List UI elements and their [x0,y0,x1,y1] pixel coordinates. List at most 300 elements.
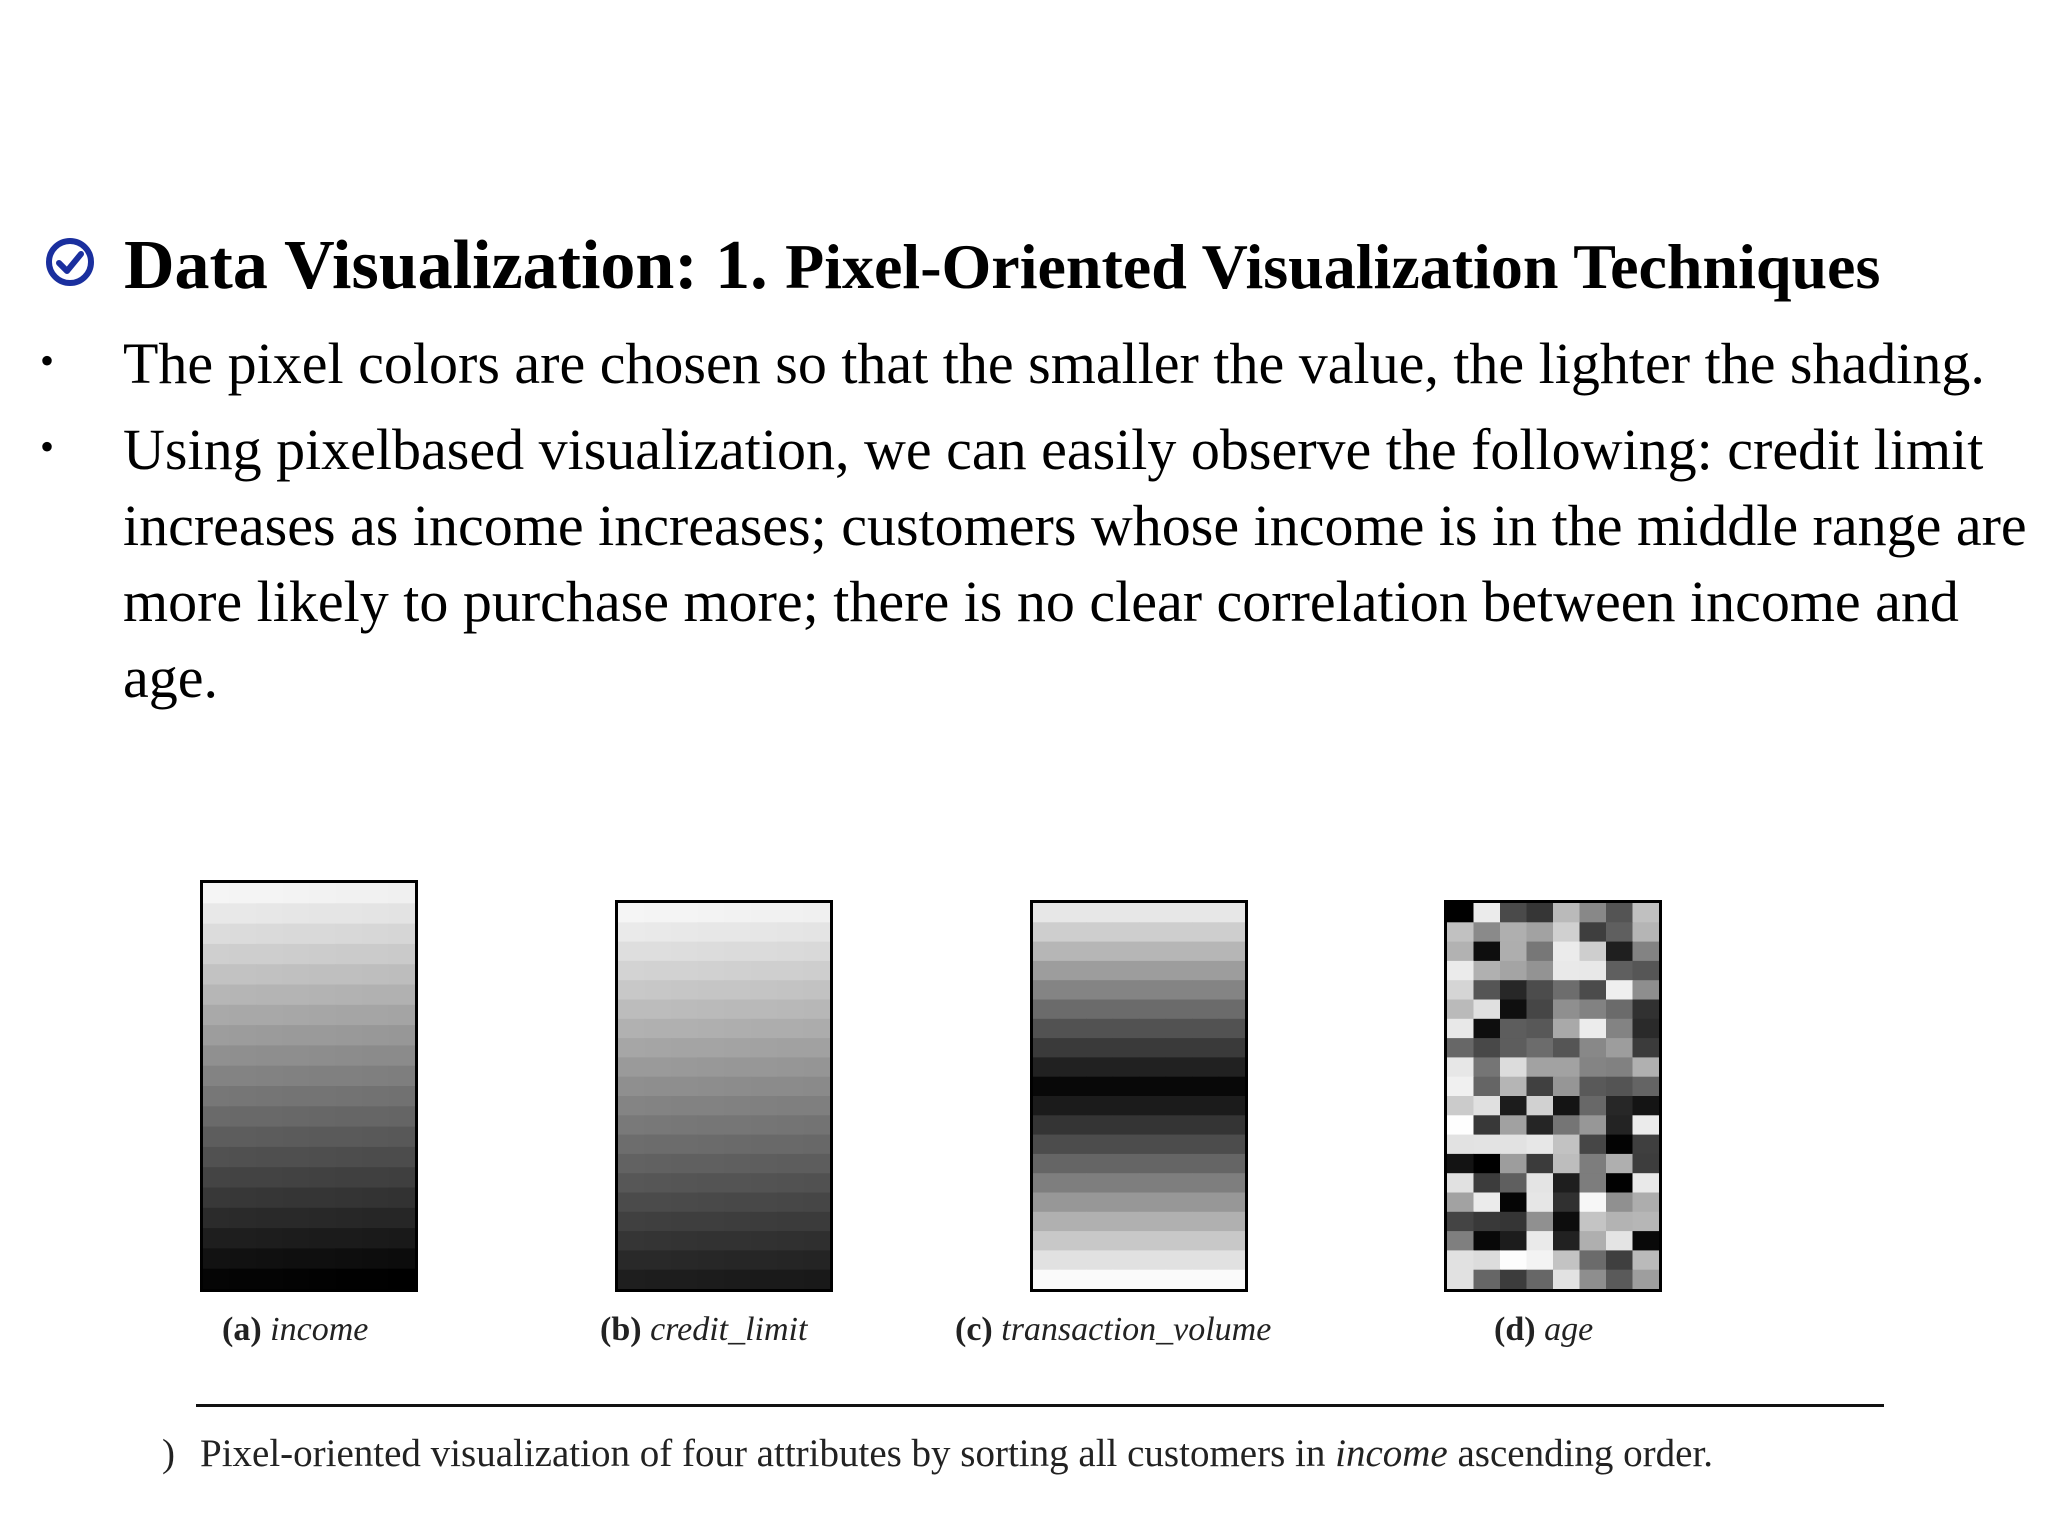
pixel-cell [1086,1250,1113,1270]
pixel-cell [1192,1038,1219,1058]
pixel-cell [777,980,804,1000]
pixel-cell [309,883,336,904]
pixel-cell [1500,1077,1527,1097]
pixel-cell [203,1106,230,1127]
pixel-cell [1553,1212,1580,1232]
pixel-cell [804,1038,831,1058]
pixel-cell [1166,1135,1193,1155]
pixel-cell [1086,1096,1113,1116]
pixel-cell [1527,1057,1554,1077]
pixel-cell [1447,1135,1474,1155]
pixel-cell [671,1115,698,1135]
pixel-cell [362,1269,389,1290]
pixel-cell [1219,1250,1246,1270]
pixel-cell [804,1135,831,1155]
pixel-cell [1500,942,1527,962]
pixel-cell [1113,1077,1140,1097]
pixel-cell [1060,980,1087,1000]
pixel-cell [1219,1019,1246,1039]
pixel-cell [230,1228,257,1249]
pixel-cell [336,1127,363,1148]
pixel-cell [777,1270,804,1290]
pixel-cell [671,1135,698,1155]
pixel-cell [1500,1193,1527,1213]
pixel-cell [309,964,336,985]
pixel-cell [1060,1115,1087,1135]
panel-label-credit-limit [600,1310,807,1350]
pixel-cell [724,1135,751,1155]
pixel-cell [1474,1270,1501,1290]
pixel-cell [1447,1270,1474,1290]
pixel-cell [1606,1154,1633,1174]
pixel-cell [389,1167,416,1188]
pixel-cell [1219,1077,1246,1097]
pixel-cell [1219,1000,1246,1020]
pixel-cell [1633,1038,1660,1058]
slide-title [124,226,1880,307]
pixel-cell [362,903,389,924]
pixel-cell [1139,942,1166,962]
pixel-cell [804,980,831,1000]
pixel-cell [698,1000,725,1020]
panel-border [1032,902,1247,1291]
pixel-cell [698,922,725,942]
pixel-cell [618,922,645,942]
credit-limit-pixel-panel [615,900,833,1292]
pixel-cell [1060,903,1087,923]
pixel-cell [1113,1173,1140,1193]
pixel-cell [283,944,310,965]
pixel-cell [1606,980,1633,1000]
pixel-cell [336,903,363,924]
pixel-cell [1474,1154,1501,1174]
pixel-cell [1606,903,1633,923]
pixel-cell [256,1127,283,1148]
pixel-cell [698,961,725,981]
pixel-cell [1219,922,1246,942]
pixel-cell [256,985,283,1006]
pixel-cell [1086,942,1113,962]
caption-before: Pixel-oriented visualization of four attributes by sorting all customers in [200,1432,1326,1475]
pixel-cell [1447,1193,1474,1213]
pixel-cell [1606,1057,1633,1077]
pixel-cell [645,1154,672,1174]
pixel-cell [751,1212,778,1232]
pixel-cell [1033,961,1060,981]
pixel-cell [1527,961,1554,981]
pixel-cell [389,1005,416,1026]
pixel-cell [1139,1270,1166,1290]
pixel-cell [1500,922,1527,942]
pixel-cell [1192,1115,1219,1135]
pixel-cell [1474,1057,1501,1077]
pixel-cell [1474,1096,1501,1116]
panel-label-transaction-volume [955,1310,1271,1350]
pixel-cell [362,883,389,904]
pixel-cell [1086,961,1113,981]
pixel-cell [389,1045,416,1066]
pixel-cell [1553,1057,1580,1077]
pixel-cell [751,1057,778,1077]
pixel-cell [230,1066,257,1087]
pixel-cell [230,1269,257,1290]
pixel-cell [1606,1077,1633,1097]
pixel-cell [230,964,257,985]
pixel-cell [203,1208,230,1229]
pixel-cell [230,924,257,945]
pixel-cell [1113,1250,1140,1270]
pixel-cell [1474,1173,1501,1193]
pixel-cell [362,1025,389,1046]
pixel-cell [1113,980,1140,1000]
pixel-cell [777,1019,804,1039]
pixel-cell [1086,1270,1113,1290]
pixel-cell [1060,1270,1087,1290]
panel-border [1446,902,1661,1291]
pixel-cell [645,1077,672,1097]
pixel-cell [724,922,751,942]
pixel-cell [698,1038,725,1058]
pixel-cell [1219,903,1246,923]
pixel-cell [1192,1193,1219,1213]
pixel-cell [1192,1057,1219,1077]
pixel-cell [1633,1077,1660,1097]
pixel-cell [1553,1193,1580,1213]
pixel-cell [283,883,310,904]
pixel-cell [671,1019,698,1039]
pixel-cell [618,903,645,923]
pixel-cell [724,1231,751,1251]
pixel-cell [336,1208,363,1229]
pixel-cell [1113,1096,1140,1116]
pixel-cell [1474,1000,1501,1020]
pixel-cell [1580,1231,1607,1251]
pixel-cell [203,1025,230,1046]
pixel-cell [1033,1115,1060,1135]
pixel-cell [645,1231,672,1251]
pixel-cell [1113,1193,1140,1213]
pixel-cell [1219,1038,1246,1058]
pixel-cell [1113,942,1140,962]
pixel-cell [1086,1231,1113,1251]
pixel-cell [1060,961,1087,981]
pixel-cell [1033,1154,1060,1174]
pixel-cell [1500,1000,1527,1020]
pixel-cell [618,1000,645,1020]
panel-tag: (d) [1494,1311,1536,1348]
pixel-cell [1192,1250,1219,1270]
pixel-cell [1606,1231,1633,1251]
pixel-cell [751,1250,778,1270]
pixel-cell [256,1025,283,1046]
pixel-cell [698,903,725,923]
pixel-cell [645,1270,672,1290]
pixel-cell [389,1269,416,1290]
pixel-cell [256,1208,283,1229]
pixel-cell [336,883,363,904]
pixel-cell [1500,1270,1527,1290]
pixel-cell [336,1147,363,1168]
pixel-cell [618,1193,645,1213]
pixel-cell [336,964,363,985]
pixel-cell [283,1228,310,1249]
pixel-cell [1527,1193,1554,1213]
pixel-cell [1527,1096,1554,1116]
pixel-cell [1166,1154,1193,1174]
pixel-cell [230,1208,257,1229]
pixel-cell [1113,1057,1140,1077]
pixel-cell [1060,922,1087,942]
pixel-cell [1166,1193,1193,1213]
pixel-cell [1166,961,1193,981]
pixel-cell [256,1269,283,1290]
panel-attribute: transaction_volume [1001,1311,1272,1348]
age-pixel-panel [1444,900,1662,1292]
pixel-cell [283,985,310,1006]
caption-rule [196,1404,1884,1407]
figure-caption [162,1428,1902,1480]
pixel-cell [671,1096,698,1116]
pixel-cell [1606,1270,1633,1290]
pixel-cell [389,964,416,985]
pixel-cell [256,944,283,965]
pixel-cell [1580,1057,1607,1077]
bullet-item [40,412,2030,716]
pixel-cell [336,985,363,1006]
pixel-cell [1500,1057,1527,1077]
pixel-cell [1139,1212,1166,1232]
pixel-cell [203,1127,230,1148]
pixel-cell [1192,1212,1219,1232]
pixel-cell [804,1193,831,1213]
pixel-cell [256,903,283,924]
pixel-cell [645,1019,672,1039]
pixel-cell [283,964,310,985]
pixel-cell [1033,1270,1060,1290]
pixel-cell [618,1250,645,1270]
pixel-cell [203,1188,230,1209]
pixel-cell [1086,980,1113,1000]
pixel-cell [1447,1057,1474,1077]
pixel-cell [1500,1231,1527,1251]
pixel-cell [777,1250,804,1270]
pixel-cell [1086,1077,1113,1097]
pixel-cell [309,1167,336,1188]
pixel-cell [804,1173,831,1193]
pixel-cell [1527,1000,1554,1020]
pixel-cell [1500,1212,1527,1232]
pixel-cell [362,924,389,945]
pixel-cell [1166,903,1193,923]
pixel-cell [283,1188,310,1209]
pixel-cell [203,883,230,904]
pixel-cell [1527,1231,1554,1251]
pixel-cell [1113,1038,1140,1058]
pixel-cell [203,903,230,924]
pixel-cell [203,944,230,965]
pixel-cell [1219,1115,1246,1135]
pixel-cell [1527,1173,1554,1193]
pixel-cell [283,1248,310,1269]
pixel-cell [1474,922,1501,942]
pixel-cell [362,1045,389,1066]
pixel-cell [1060,1019,1087,1039]
pixel-cell [751,1154,778,1174]
pixel-cell [1606,961,1633,981]
pixel-cell [751,1231,778,1251]
pixel-cell [1553,980,1580,1000]
pixel-cell [1166,1096,1193,1116]
pixel-cell [1527,1038,1554,1058]
pixel-cell [1033,1250,1060,1270]
pixel-cell [1086,1212,1113,1232]
pixel-cell [1474,903,1501,923]
pixel-cell [389,1248,416,1269]
pixel-cell [389,1228,416,1249]
pixel-cell [645,1250,672,1270]
pixel-cell [283,1208,310,1229]
pixel-cell [698,1231,725,1251]
pixel-cell [751,1096,778,1116]
pixel-cell [1033,922,1060,942]
pixel-cell [389,1106,416,1127]
pixel-cell [1166,1250,1193,1270]
pixel-cell [1633,1231,1660,1251]
pixel-cell [1447,961,1474,981]
pixel-cell [618,1038,645,1058]
pixel-cell [309,924,336,945]
pixel-cell [1447,1212,1474,1232]
pixel-cell [1447,1000,1474,1020]
pixel-cell [751,1173,778,1193]
pixel-cell [618,1135,645,1155]
pixel-cell [1033,1231,1060,1251]
pixel-cell [1113,1019,1140,1039]
pixel-cell [645,1173,672,1193]
pixel-cell [1580,922,1607,942]
pixel-cell [1086,1154,1113,1174]
pixel-cell [1474,1231,1501,1251]
pixel-cell [362,1228,389,1249]
pixel-cell [1166,980,1193,1000]
pixel-cell [618,1096,645,1116]
pixel-cell [309,1188,336,1209]
pixel-cell [1553,1270,1580,1290]
pixel-cell [671,1250,698,1270]
bullet-item [40,326,2030,402]
pixel-cell [1474,942,1501,962]
pixel-cell [777,1000,804,1020]
pixel-cell [389,924,416,945]
pixel-cell [362,1066,389,1087]
pixel-cell [362,944,389,965]
pixel-cell [645,1000,672,1020]
pixel-cell [1219,1154,1246,1174]
pixel-cell [1113,1212,1140,1232]
pixel-cell [230,1248,257,1269]
pixel-cell [1527,980,1554,1000]
pixel-cell [751,903,778,923]
pixel-cell [645,1212,672,1232]
pixel-cell [1060,1193,1087,1213]
pixel-cell [751,1077,778,1097]
pixel-cell [309,903,336,924]
pixel-cell [1086,903,1113,923]
pixel-cell [1033,903,1060,923]
pixel-cell [1553,1077,1580,1097]
pixel-cell [1633,1135,1660,1155]
pixel-cell [804,1019,831,1039]
pixel-cell [1060,1250,1087,1270]
pixel-cell [724,1019,751,1039]
pixel-cell [1447,1173,1474,1193]
pixel-cell [1553,1115,1580,1135]
pixel-cell [1086,1115,1113,1135]
pixel-cell [309,985,336,1006]
pixel-cell [1139,1173,1166,1193]
pixel-cell [698,942,725,962]
pixel-cell [362,1106,389,1127]
pixel-cell [671,1038,698,1058]
pixel-cell [256,1106,283,1127]
pixel-cell [777,1115,804,1135]
pixel-cell [1033,1019,1060,1039]
pixel-cell [230,1005,257,1026]
pixel-cell [698,1250,725,1270]
pixel-cell [698,1212,725,1232]
pixel-cell [1192,1231,1219,1251]
pixel-cell [1633,1154,1660,1174]
pixel-cell [1500,1154,1527,1174]
pixel-cell [1086,1135,1113,1155]
pixel-cell [804,961,831,981]
pixel-cell [1580,980,1607,1000]
pixel-cell [1166,1231,1193,1251]
pixel-cell [1474,1212,1501,1232]
pixel-cell [671,1173,698,1193]
pixel-cell [698,1173,725,1193]
pixel-cell [1500,1019,1527,1039]
pixel-cell [1166,1115,1193,1135]
pixel-cell [362,1167,389,1188]
pixel-cell [1139,903,1166,923]
pixel-cell [336,1248,363,1269]
pixel-cell [1500,1173,1527,1193]
pixel-cell [1166,1019,1193,1039]
pixel-cell [1633,922,1660,942]
pixel-cell [645,903,672,923]
pixel-cell [256,964,283,985]
pixel-cell [283,903,310,924]
pixel-cell [1553,1173,1580,1193]
pixel-cell [1633,1193,1660,1213]
pixel-cell [804,1231,831,1251]
pixel-cell [804,922,831,942]
panel-tag: (b) [600,1311,642,1348]
pixel-cell [309,1208,336,1229]
pixel-cell [230,1025,257,1046]
pixel-cell [1192,980,1219,1000]
pixel-cell [618,961,645,981]
pixel-cell [1633,1115,1660,1135]
pixel-cell [203,1269,230,1290]
pixel-cell [1606,922,1633,942]
pixel-cell [1500,903,1527,923]
pixel-cell [283,1106,310,1127]
pixel-cell [389,1127,416,1148]
pixel-cell [1447,1154,1474,1174]
pixel-cell [804,1057,831,1077]
